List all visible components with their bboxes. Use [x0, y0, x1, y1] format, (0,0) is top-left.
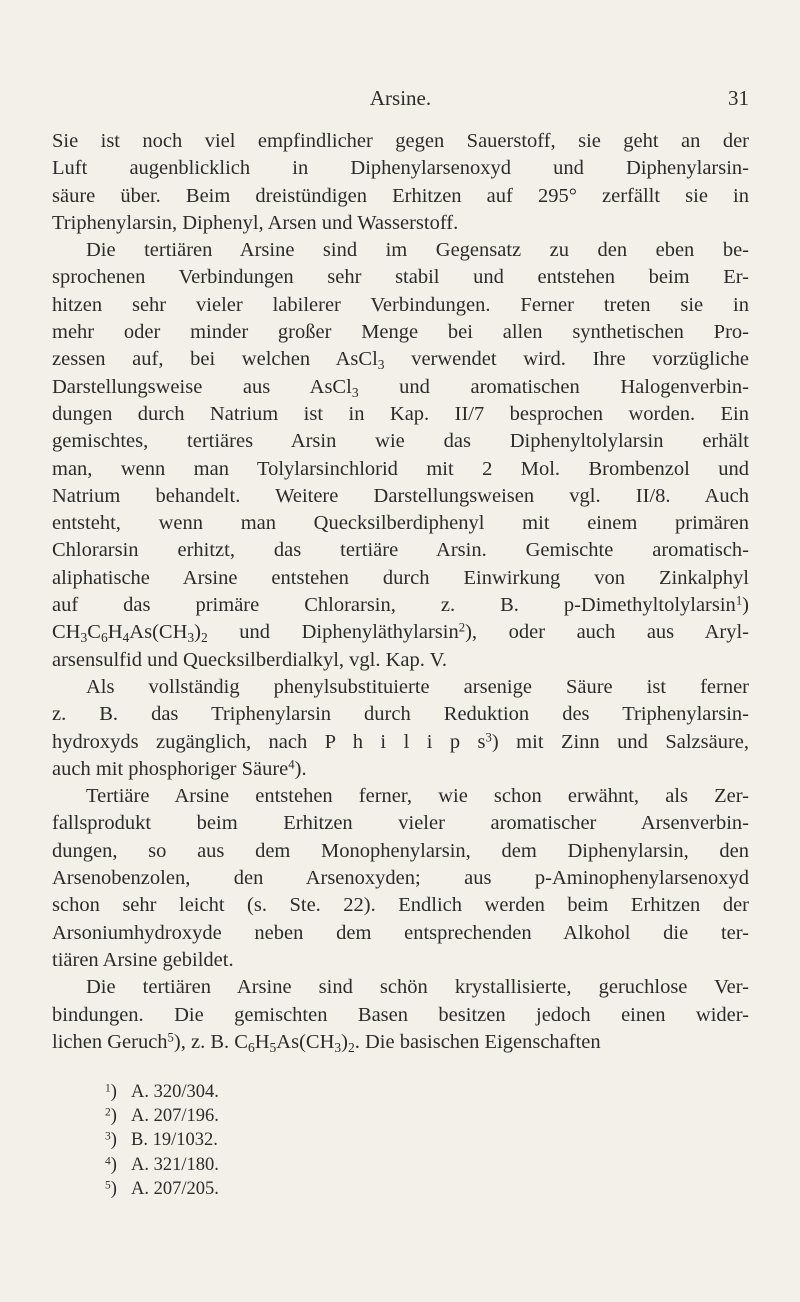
text-line: Die tertiären Arsine sind im Gegensatz zu den eben be- [86, 239, 749, 262]
text-line: dungen, so aus dem Monophenylarsin, dem Diphenylarsin, den [52, 839, 749, 862]
text-line: mehr oder minder großer Menge bei allen synthetischen Pro- [52, 321, 749, 344]
text-line: Arsoniumhydroxyde neben dem entsprechenden Alkohol die ter- [52, 921, 749, 944]
footnote [105, 1177, 405, 1201]
footnote [105, 1104, 405, 1128]
text-line: arsensulfid und Quecksilberdialkyl, vgl. Kap. V. [52, 648, 447, 671]
text-line: Als vollständig phenylsubstituierte arsenige Säure ist ferner [86, 675, 749, 698]
footnote-reference: A. 207/196. [131, 1106, 219, 1127]
text-line: Arsenobenzolen, den Arsenoxyden; aus p-Aminophenylarsenoxyd [52, 867, 749, 890]
running-title: Arsine. [369, 86, 432, 110]
footnote-mark: $^2$) [105, 1106, 117, 1127]
text-line: gemischtes, tertiäres Arsin wie das Diphenyltolylarsin erhält [52, 430, 749, 453]
text-line: auch mit phosphoriger Säure$^4$). [52, 757, 307, 780]
text-line: auf das primäre Chlorarsin, z. B. p-Dimethyltolylarsin$^1$) [52, 593, 749, 617]
text-line: bindungen. Die gemischten Basen besitzen jedoch einen wider- [52, 1003, 749, 1026]
text-line: hydroxyds zugänglich, nach P h i l i p $s^3$) mit Zinn und Salzsäure, [52, 730, 749, 753]
footnotes [105, 1080, 405, 1201]
text-line: Darstellungsweise aus AsCl$_3$ und aromatischen Halogenverbin- [52, 375, 749, 400]
footnote [105, 1153, 405, 1177]
text-line: Luft augenblicklich in Diphenylarsenoxyd und Diphenylarsin- [52, 157, 749, 180]
text-line: Triphenylarsin, Diphenyl, Arsen und Wasserstoff. [52, 211, 459, 234]
footnote [105, 1128, 405, 1152]
text-line: schon sehr leicht (s. Ste. 22). Endlich werden beim Erhitzen der [52, 894, 749, 917]
text-line: Natrium behandelt. Weitere Darstellungsweisen vgl. II/8. Auch [52, 484, 749, 507]
footnote-mark: $^1$) [105, 1082, 117, 1102]
text-line: z. B. das Triphenylarsin durch Reduktion des Triphenylarsin- [52, 703, 749, 726]
footnote-mark: $^5$) [105, 1178, 117, 1199]
text-line: $CH_3C_6H_4As(CH_3)_2$ und Diphenyläthylarsin$^2$), oder auch aus Aryl- [52, 621, 749, 646]
text-line: dungen durch Natrium ist in Kap. II/7 besprochen worden. Ein [52, 402, 749, 425]
footnote-reference: A. 207/205. [131, 1178, 219, 1199]
footnote-reference: B. 19/1032. [131, 1130, 218, 1151]
text-line: Die tertiären Arsine sind schön krystallisierte, geruchlose Ver- [86, 976, 749, 999]
text-line: säure über. Beim dreistündigen Erhitzen auf 295° zerfällt sie in [52, 184, 749, 207]
footnote-reference: A. 320/304. [131, 1082, 219, 1102]
page-header [52, 86, 749, 116]
text-line: zessen auf, bei welchen AsCl$_3$ verwendet wird. Ihre vorzügliche [52, 348, 749, 373]
text-line: aliphatische Arsine entstehen durch Einwirkung von Zinkalphyl [52, 566, 749, 589]
footnote-mark: $^3$) [105, 1130, 117, 1151]
text-line: man, wenn man Tolylarsinchlorid mit 2 Mol. Brombenzol und [52, 457, 749, 480]
text-line: Tertiäre Arsine entstehen ferner, wie schon erwähnt, als Zer- [86, 785, 749, 808]
body-text [52, 128, 749, 1056]
text-line: entsteht, wenn man Quecksilberdiphenyl mit einem primären [52, 512, 749, 535]
text-line: hitzen sehr vieler labilerer Verbindungen. Ferner treten sie in [52, 293, 749, 316]
text-line: tiären Arsine gebildet. [52, 948, 234, 971]
text-line: Sie ist noch viel empfindlicher gegen Sauerstoff, sie geht an der [52, 130, 749, 152]
footnote-reference: A. 321/180. [131, 1154, 219, 1175]
footnote-mark: $^4$) [105, 1154, 117, 1175]
text-line: Chlorarsin erhitzt, das tertiäre Arsin. Gemischte aromatisch- [52, 539, 749, 562]
text-line: lichen Geruch$^5$), z. B. $C_6H_5As(CH_3)_2$. Die basischen Eigenschaften [52, 1030, 601, 1055]
text-line: sprochenen Verbindungen sehr stabil und entstehen beim Er- [52, 266, 749, 289]
page-number: 31 [728, 86, 749, 110]
text-line: fallsprodukt beim Erhitzen vieler aromatischer Arsenverbin- [52, 812, 749, 835]
footnote [105, 1080, 405, 1104]
